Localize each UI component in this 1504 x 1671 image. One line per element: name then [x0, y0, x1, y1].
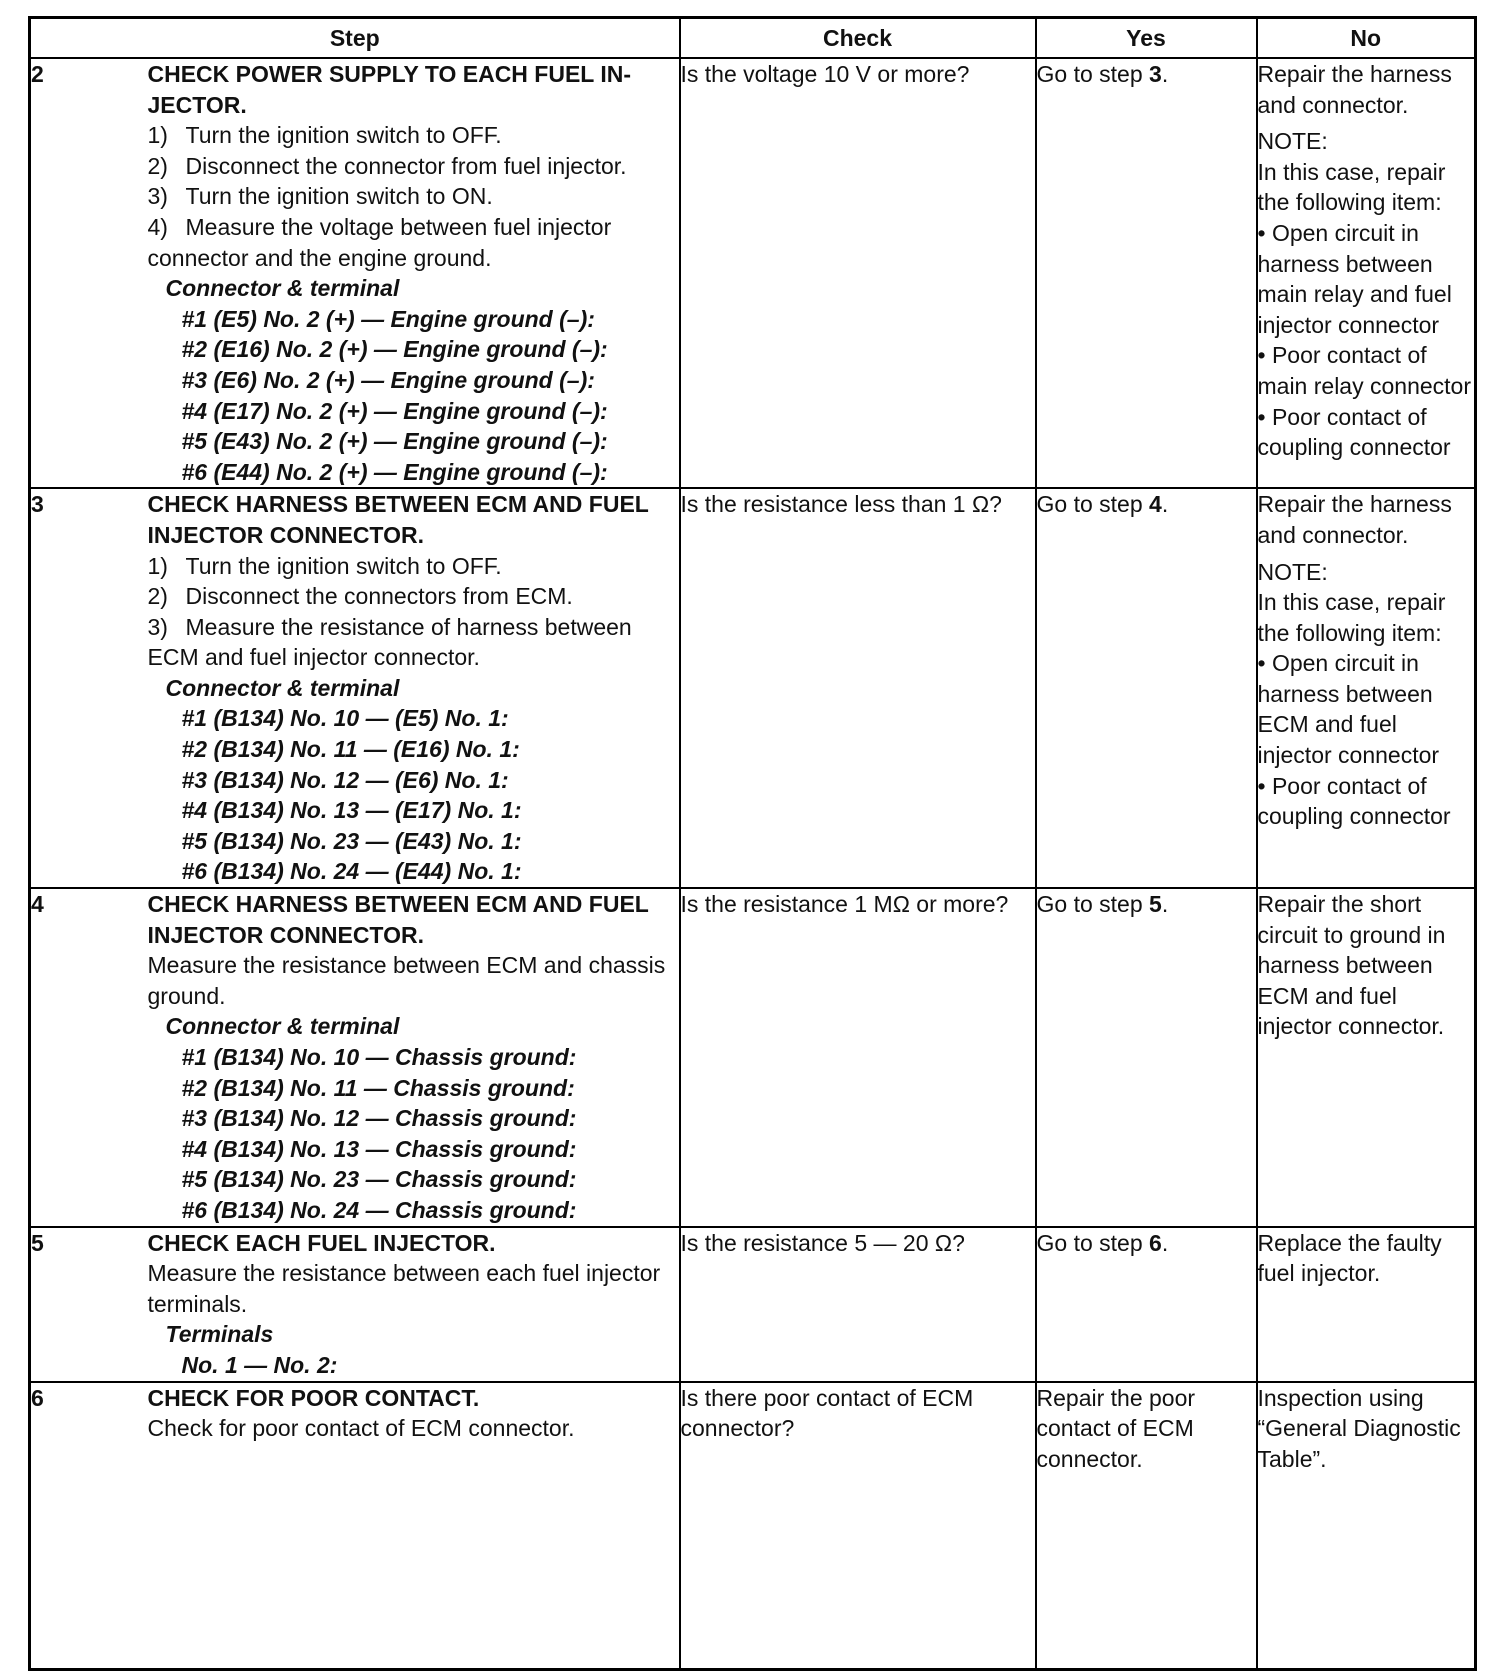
terminal-line: #2 (B134) No. 11 — Chassis ground:: [181, 1074, 575, 1101]
step-title: CHECK HARNESS BETWEEN ECM AND FUEL INJECTOR CONNECTOR.: [147, 891, 649, 948]
step-number: 4: [30, 888, 148, 1227]
diagnostic-table: [28, 16, 1477, 1671]
step-title: CHECK POWER SUPPLY TO EACH FUEL IN-JECTOR.: [147, 61, 631, 118]
sub-step: 1) Turn the ignition switch to OFF.: [147, 552, 502, 579]
no-cell: [1257, 58, 1476, 488]
step-text: Check for poor contact of ECM connector.: [147, 1415, 575, 1442]
terminal-line: #2 (B134) No. 11 — (E16) No. 1:: [181, 736, 520, 763]
sub-step: 3) Measure the resistance of harness between ECM and fuel injector connector.: [147, 613, 632, 671]
step-number: 5: [30, 1227, 148, 1382]
terminal-line: #1 (B134) No. 10 — Chassis ground:: [181, 1044, 577, 1070]
step-title: CHECK HARNESS BETWEEN ECM AND FUEL INJECTOR CONNECTOR.: [147, 491, 649, 548]
note-label: NOTE:: [1257, 128, 1328, 155]
step-number: 2: [30, 58, 148, 488]
no-cell: Repair the short circuit to ground in harness between ECM and fuel injector connector.: [1257, 888, 1476, 1227]
note-item: • Open circuit in harness between ECM and fuel injector connector: [1257, 650, 1440, 769]
check-cell: Is the resistance 1 MΩ or more?: [680, 888, 1036, 1227]
check-cell: Is the resistance 5 — 20 Ω?: [680, 1227, 1036, 1382]
terminal-line: #3 (B134) No. 12 — (E6) No. 1:: [181, 766, 509, 793]
step-title: CHECK EACH FUEL INJECTOR.: [147, 1229, 496, 1256]
terminal-line: #3 (E6) No. 2 (+) — Engine ground (–):: [181, 366, 595, 393]
yes-cell: Go to step 3.: [1036, 58, 1257, 488]
terminal-line: #3 (B134) No. 12 — Chassis ground:: [181, 1105, 577, 1132]
table-row: [30, 58, 1476, 488]
header-no: No: [1257, 18, 1476, 59]
terminal-line: #6 (B134) No. 24 — Chassis ground:: [181, 1196, 577, 1223]
yes-cell: Go to step 4.: [1036, 488, 1257, 888]
yes-cell: Go to step 5.: [1036, 888, 1257, 1227]
connector-label: Connector & terminal: [165, 1013, 400, 1040]
check-cell: Is the voltage 10 V or more?: [680, 58, 1036, 488]
connector-label: Connector & terminal: [165, 275, 400, 302]
table-row: [30, 488, 1476, 888]
header-step: Step: [30, 18, 680, 59]
step-text: Measure the resistance between ECM and chassis ground.: [147, 952, 666, 1009]
step-cell: [148, 488, 680, 888]
sub-step: 1) Turn the ignition switch to OFF.: [147, 122, 502, 149]
step-text: Measure the resistance between each fuel injector terminals.: [147, 1260, 661, 1317]
no-cell: [1257, 488, 1476, 888]
yes-step-ref: 5: [1149, 891, 1162, 918]
terminal-line: #1 (E5) No. 2 (+) — Engine ground (–):: [181, 305, 595, 332]
step-cell: [148, 58, 680, 488]
step-number: 3: [30, 488, 148, 888]
note-item: • Poor contact of coupling connector: [1257, 403, 1451, 461]
note-intro: In this case, repair the following item:: [1257, 589, 1446, 646]
note-item: • Poor contact of main relay connector: [1257, 342, 1471, 399]
yes-step-ref: 4: [1149, 491, 1162, 518]
sub-step: 2) Disconnect the connector from fuel injector.: [147, 152, 627, 179]
terminal-line: #4 (E17) No. 2 (+) — Engine ground (–):: [181, 397, 608, 424]
check-cell: Is there poor contact of ECM connector?: [680, 1382, 1036, 1670]
no-cell: Replace the faulty fuel injector.: [1257, 1227, 1476, 1382]
terminal-line: #5 (E43) No. 2 (+) — Engine ground (–):: [181, 428, 608, 455]
table-row: [30, 1382, 1476, 1670]
terminal-line: #5 (B134) No. 23 — (E43) No. 1:: [181, 827, 522, 854]
header-yes: Yes: [1036, 18, 1257, 59]
terminal-line: #5 (B134) No. 23 — Chassis ground:: [181, 1166, 577, 1193]
step-cell: [148, 1227, 680, 1382]
header-row: [30, 18, 1476, 59]
step-cell: [148, 1382, 680, 1670]
yes-cell: Go to step 6.: [1036, 1227, 1257, 1382]
header-check: Check: [680, 18, 1036, 59]
sub-step: 4) Measure the voltage between fuel injector connector and the engine ground.: [147, 213, 612, 271]
no-cell: Inspection using “General Diagnostic Table”.: [1257, 1382, 1476, 1670]
step-cell: [148, 888, 680, 1227]
yes-step-ref: 3: [1149, 61, 1162, 87]
note-item: • Poor contact of coupling connector: [1257, 772, 1451, 830]
terminal-line: #6 (B134) No. 24 — (E44) No. 1:: [181, 858, 522, 885]
sub-step: 2) Disconnect the connectors from ECM.: [147, 583, 573, 610]
terminal-line: #2 (E16) No. 2 (+) — Engine ground (–):: [181, 336, 608, 363]
terminal-line: #6 (E44) No. 2 (+) — Engine ground (–):: [181, 458, 608, 485]
terminal-line: #4 (B134) No. 13 — (E17) No. 1:: [181, 797, 522, 824]
note-label: NOTE:: [1257, 558, 1328, 585]
note-item: • Open circuit in harness between main relay and fuel injector connector: [1257, 219, 1452, 338]
table-row: [30, 888, 1476, 1227]
table-row: [30, 1227, 1476, 1382]
terminals-label: Terminals: [165, 1321, 274, 1348]
yes-step-ref: 6: [1149, 1229, 1162, 1256]
step-title: CHECK FOR POOR CONTACT.: [147, 1384, 480, 1411]
terminal-line: #1 (B134) No. 10 — (E5) No. 1:: [181, 705, 509, 732]
check-cell: Is the resistance less than 1 Ω?: [680, 488, 1036, 888]
terminal-line: No. 1 — No. 2:: [181, 1351, 338, 1378]
terminal-line: #4 (B134) No. 13 — Chassis ground:: [181, 1135, 577, 1162]
connector-label: Connector & terminal: [165, 674, 400, 701]
note-intro: In this case, repair the following item:: [1257, 158, 1446, 216]
yes-cell: Repair the poor contact of ECM connector.: [1036, 1382, 1257, 1670]
no-action: Repair the harness and connector.: [1257, 61, 1452, 118]
step-number: 6: [30, 1382, 148, 1670]
sub-step: 3) Turn the ignition switch to ON.: [147, 183, 493, 210]
no-action: Repair the harness and connector.: [1257, 491, 1452, 548]
